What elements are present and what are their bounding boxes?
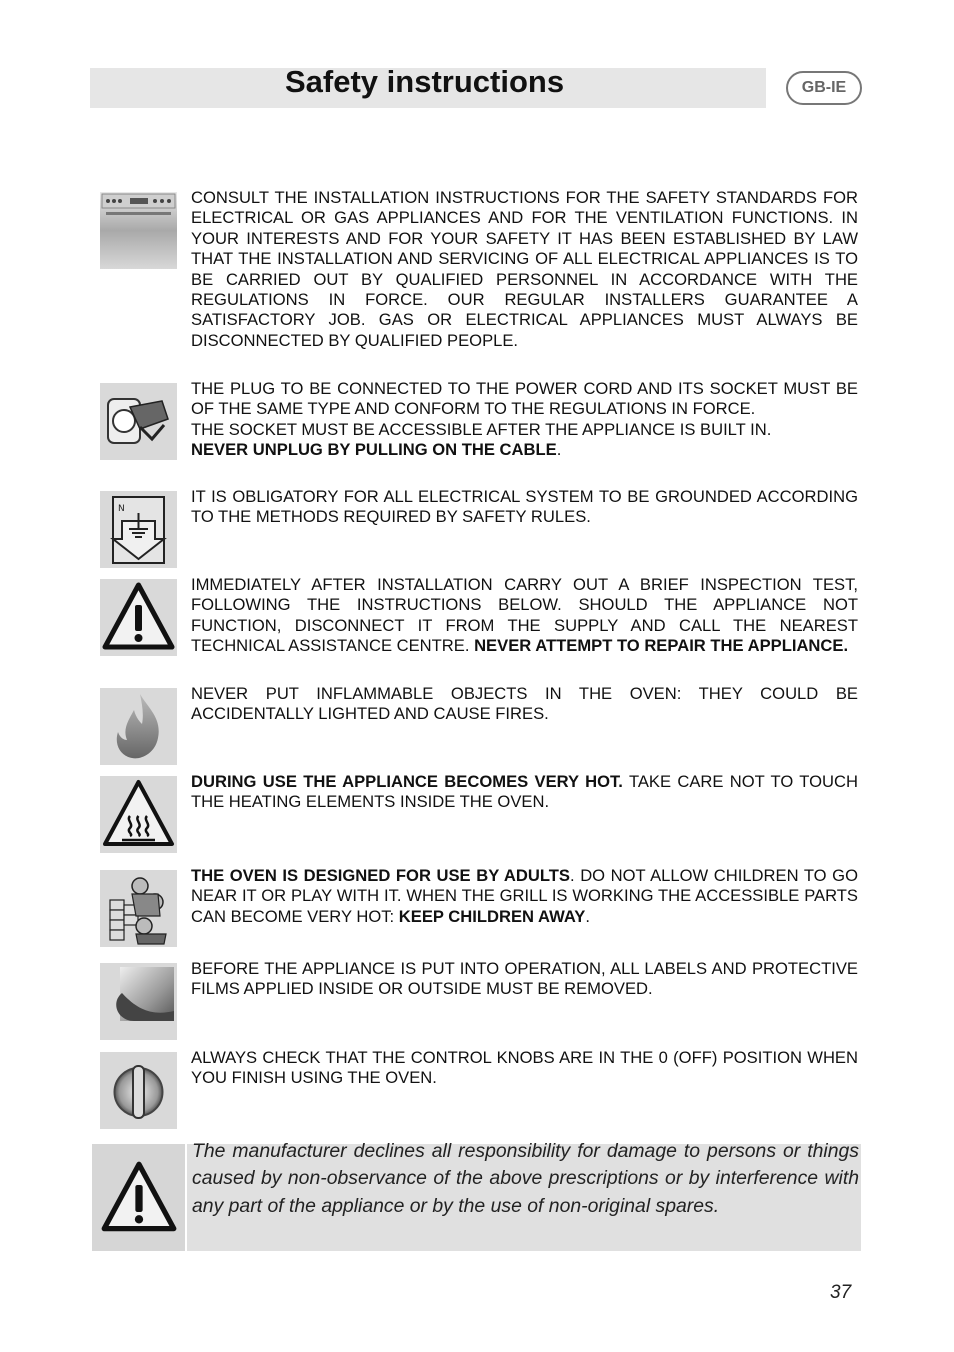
body-text: .: [585, 906, 590, 926]
disclaimer-box: [92, 1140, 861, 1251]
svg-text:N: N: [118, 504, 125, 514]
disclaimer-text: The manufacturer declines all responsibility for damage to persons or things caused by non-observance of the above prescriptions or by interference with any part of the appliance or by the use of non-original spares.: [192, 1140, 859, 1217]
body-text: CONSULT THE INSTALLATION INSTRUCTIONS FOR THE SAFETY STANDARDS FOR ELECTRICAL OR GAS APPLIANCES AND FOR THE VENTILATION FUNCTIONS. IN YOUR INTERESTS AND FOR YOUR SAFETY IT HAS BEEN ESTABLISHED BY LAW THAT THE INSTALLATION AND SERVICING OF ALL ELECTRICAL APPLIANCES IS TO BE CARRIED OUT BY QUALIFIED PERSONNEL IN ACCORDANCE WITH THE REGULATIONS IN FORCE. OUR REGULAR INSTALLERS GUARANTEE A SATISFACTORY JOB. GAS OR ELECTRICAL APPLIANCES MUST ALWAYS BE DISCONNECTED BY QUALIFIED PEOPLE.: [191, 188, 858, 350]
children-icon: [100, 870, 177, 947]
language-badge: GB-IE: [786, 71, 862, 105]
page-title: Safety instructions: [285, 64, 565, 99]
body-text: THE SOCKET MUST BE ACCESSIBLE AFTER THE APPLIANCE IS BUILT IN.: [191, 419, 772, 439]
oven-front-icon: [100, 192, 177, 269]
body-text: NEVER PUT INFLAMMABLE OBJECTS IN THE OVEN: THEY COULD BE ACCIDENTALLY LIGHTED AND CAUSE FIRES.: [191, 684, 858, 724]
safety-item-text: [191, 684, 858, 725]
emphasis-text: NEVER ATTEMPT TO REPAIR THE APPLIANCE.: [474, 636, 849, 656]
body-text: ALWAYS CHECK THAT THE CONTROL KNOBS ARE IN THE 0 (OFF) POSITION WHEN YOU FINISH USING THE OVEN.: [191, 1048, 858, 1088]
safety-item-text: [191, 379, 858, 461]
body-text: TAKE CARE NOT TO TOUCH THE HEATING ELEMENTS INSIDE THE OVEN.: [191, 772, 858, 812]
safety-item-text: [191, 866, 858, 927]
emphasis-text: NEVER UNPLUG BY PULLING ON THE CABLE: [191, 440, 557, 460]
safety-item-grounding: [100, 487, 860, 571]
safety-item-plug: [100, 379, 860, 483]
safety-item-text: [191, 487, 858, 528]
safety-item-films: [100, 959, 860, 1043]
safety-item-flammable: [100, 684, 860, 768]
safety-item-hot: [100, 772, 860, 856]
plug-socket-icon: [100, 383, 177, 460]
safety-item-text: [191, 188, 858, 351]
body-text: IMMEDIATELY AFTER INSTALLATION CARRY OUT A BRIEF INSPECTION TEST, FOLLOWING THE INSTRUCTIONS BELOW. SHOULD THE APPLIANCE NOT FUNCTION, DISCONNECT IT FROM THE SUPPLY AND CALL THE NEAREST TECHNICAL ASSISTANCE CENTRE.: [191, 575, 858, 656]
emphasis-text: THE OVEN IS DESIGNED FOR USE BY ADULTS: [191, 866, 570, 885]
safety-item-children: [100, 866, 860, 950]
safety-item-text: [191, 959, 858, 1000]
page-number: 37: [830, 1282, 852, 1303]
safety-item-text: [191, 575, 858, 657]
warning-triangle-icon: [100, 579, 177, 656]
body-text: .: [556, 440, 562, 460]
emphasis-text: DURING USE THE APPLIANCE BECOMES VERY HOT.: [191, 772, 623, 791]
body-text: THE PLUG TO BE CONNECTED TO THE POWER CORD AND ITS SOCKET MUST BE OF THE SAME TYPE AND CONFORM TO THE REGULATIONS IN FORCE.: [191, 379, 858, 419]
hot-surface-icon: [100, 776, 177, 853]
control-knob-icon: [100, 1052, 177, 1129]
flame-icon: [100, 688, 177, 765]
protective-film-icon: [100, 963, 177, 1040]
warning-triangle-icon: [92, 1144, 187, 1251]
body-text: . DO NOT ALLOW CHILDREN TO GO NEAR IT OR PLAY WITH IT. WHEN THE GRILL IS WORKING THE ACCESSIBLE PARTS CAN BECOME VERY HOT:: [191, 866, 858, 926]
safety-item-text: [191, 772, 858, 813]
safety-item-inspection: [100, 575, 860, 679]
emphasis-text: KEEP CHILDREN AWAY: [398, 906, 586, 926]
safety-item-knobs: [100, 1048, 860, 1132]
safety-item-text: [191, 1048, 858, 1089]
ground-symbol-icon: [100, 491, 177, 568]
body-text: BEFORE THE APPLIANCE IS PUT INTO OPERATION, ALL LABELS AND PROTECTIVE FILMS APPLIED INSIDE OR OUTSIDE MUST BE REMOVED.: [191, 959, 858, 999]
safety-item-installation: [100, 188, 860, 372]
body-text: IT IS OBLIGATORY FOR ALL ELECTRICAL SYSTEM TO BE GROUNDED ACCORDING TO THE METHODS REQUIRED BY SAFETY RULES.: [191, 487, 858, 527]
